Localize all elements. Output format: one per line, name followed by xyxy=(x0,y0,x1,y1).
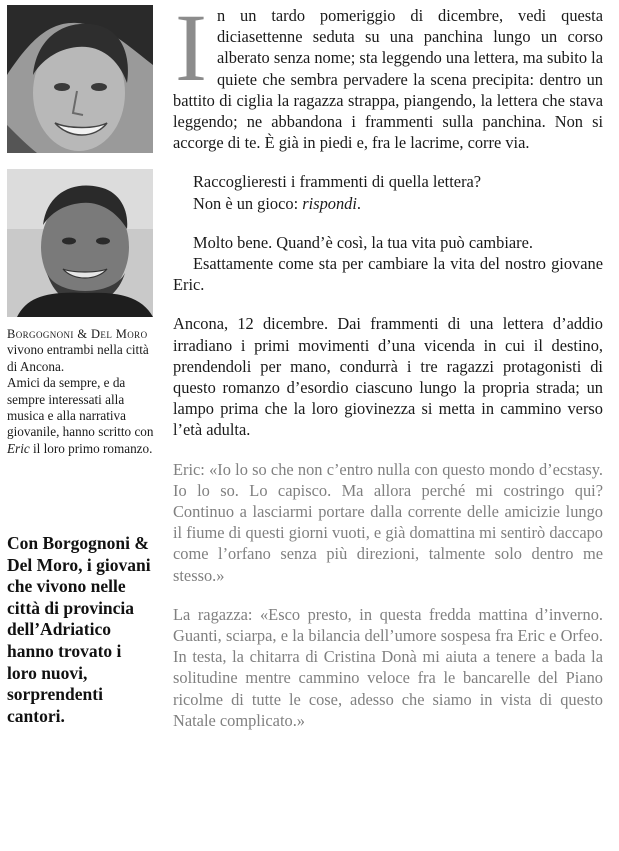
author-photo-del-moro xyxy=(7,169,153,317)
eric-excerpt: Eric: «Io lo so che non c’entro nulla con questo mondo d’ecstasy. Io lo so. Lo capisco. Ma allora perché mi costringo qui? Continuo a lasciarmi portare dalla corrente delle amicizie lungo il fiume di questi giorni vuoti, e già domattina mi sentirò daccapo come l’orfano senza più direzioni, talmente solo dentro me stesso.» xyxy=(173,459,603,585)
drop-cap: I xyxy=(175,0,207,101)
bio-text-3: il loro primo romanzo. xyxy=(29,440,153,456)
author-photo-borgognoni xyxy=(7,5,153,153)
question-2-emphasis: rispondi xyxy=(302,193,357,213)
author-names: Borgognoni & Del Moro xyxy=(7,327,148,341)
author-bio xyxy=(7,326,157,457)
intro-paragraph xyxy=(173,0,603,153)
question-2 xyxy=(173,193,603,214)
bio-second-paragraph xyxy=(7,375,157,457)
question-2-text: Non è un gioco: xyxy=(193,193,303,213)
book-title: Eric xyxy=(7,440,30,456)
bio-text: vivono entrambi nella città di Ancona. xyxy=(7,342,149,374)
synopsis-paragraph: Ancona, 12 dicembre. Dai frammenti di una lettera d’addio irradiano i primi movimenti d’una vicenda in cui il destino, prendendoli per mano, condurrà i tre ragazzi protagonisti di questo romanzo d’esordio ciascuno lungo la propria strada; un lampo prima che la loro giovinezza si metta in cammino verso l’età adulta. xyxy=(173,314,603,440)
question-2-end: . xyxy=(356,193,362,213)
pull-quote: Con Borgognoni & Del Moro, i giovani che vivono nelle città di provincia dell’Adriatico hanno trovato i loro nuovi, sorprendenti cantori. xyxy=(7,533,151,726)
response-1: Molto bene. Quand’è così, la tua vita può cambiare. xyxy=(193,232,533,252)
intro-text: n un tardo pomeriggio di dicembre, vedi questa diciasettenne seduta su una panchina lungo un corso alberato senza nome; sta leggendo una lettera, ma subito la quiete che sembra pervadere la scena precipita: dentro un battito di ciglia la ragazza strappa, piangendo, la lettera che stava leggendo; ne abbandona i frammenti sulla panchina. Non si accorge di te. È già in piedi e, fra le lacrime, corre via. xyxy=(173,6,603,153)
question-1: Raccoglieresti i frammenti di quella lettera? xyxy=(193,172,482,192)
response-2: Esattamente come sta per cambiare la vita del nostro giovane Eric. xyxy=(173,254,603,295)
main-text xyxy=(173,0,603,731)
girl-excerpt: La ragazza: «Esco presto, in questa fredda mattina d’inverno. Guanti, sciarpa, e la bilancia dell’umore sospesa fra Eric e Orfeo. In testa, la chitarra di Cristina Donà mi aiuta a tenere a bada la solitudine mentre cammino veloce fra le bancarelle del Piano ricolme di tutte le cose, adesso che siamo in vista di questo Natale complicato.» xyxy=(173,604,603,730)
bio-text-2: Amici da sempre, e da sempre interessati alla musica e alla narrativa giovanile, hanno scritto con xyxy=(7,375,154,440)
bio-first-paragraph xyxy=(7,326,157,375)
